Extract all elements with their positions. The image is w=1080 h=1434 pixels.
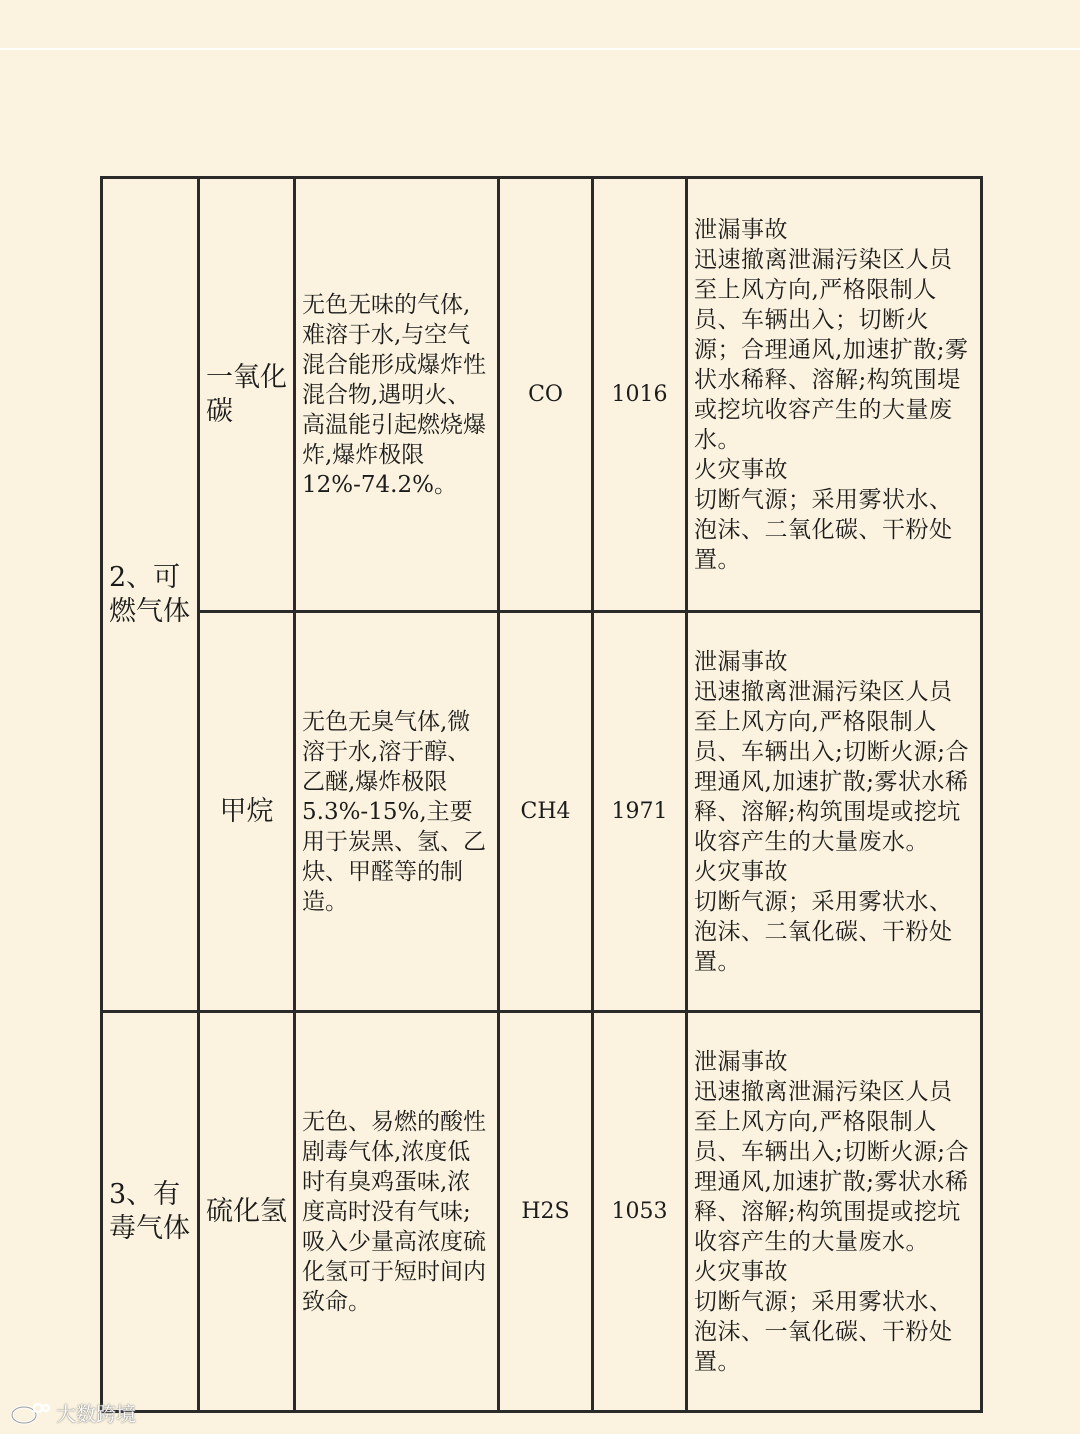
formula-cell: CH4 bbox=[499, 612, 593, 1012]
table-row bbox=[102, 612, 982, 1012]
gas-name-cell: 一氧化碳 bbox=[199, 178, 295, 612]
un-number-cell: 1971 bbox=[593, 612, 687, 1012]
formula-cell: CO bbox=[499, 178, 593, 612]
weibo-logo-icon bbox=[8, 1400, 52, 1426]
leak-title: 泄漏事故 bbox=[694, 1048, 788, 1075]
emergency-measures-cell bbox=[687, 1012, 982, 1412]
fire-text: 切断气源；采用雾状水、泡沫、二氧化碳、干粉处置。 bbox=[694, 486, 953, 573]
fire-title: 火灾事故 bbox=[694, 456, 788, 483]
fire-text: 切断气源；采用雾状水、泡沫、二氧化碳、干粉处置。 bbox=[694, 888, 953, 975]
formula-cell: H2S bbox=[499, 1012, 593, 1412]
fire-title: 火灾事故 bbox=[694, 858, 788, 885]
table-row bbox=[102, 178, 982, 612]
category-cell: 3、有毒气体 bbox=[102, 1012, 199, 1412]
category-cell: 2、可燃气体 bbox=[102, 178, 199, 1012]
top-divider bbox=[0, 48, 1080, 50]
gas-name-cell: 硫化氢 bbox=[199, 1012, 295, 1412]
leak-title: 泄漏事故 bbox=[694, 648, 788, 675]
table-row bbox=[102, 1012, 982, 1412]
un-number-cell: 1016 bbox=[593, 178, 687, 612]
leak-text: 迅速撤离泄漏污染区人员至上风方向,严格限制人员、车辆出入;切断火源;合理通风,加速扩散;雾状水稀释、溶解;构筑围提或挖坑收容产生的大量废水。 bbox=[694, 1078, 969, 1255]
un-number-cell: 1053 bbox=[593, 1012, 687, 1412]
watermark-text: 大数跨境 bbox=[56, 1402, 136, 1426]
emergency-measures-cell bbox=[687, 612, 982, 1012]
gas-name-cell: 甲烷 bbox=[199, 612, 295, 1012]
properties-cell: 无色无臭气体,微溶于水,溶于醇、乙醚,爆炸极限5.3%-15%,主要用于炭黑、氢、乙炔、甲醛等的制造。 bbox=[295, 612, 499, 1012]
gas-hazard-table bbox=[100, 176, 983, 1413]
emergency-measures-cell bbox=[687, 178, 982, 612]
leak-text: 迅速撤离泄漏污染区人员至上风方向,严格限制人员、车辆出入;切断火源;合理通风,加速扩散;雾状水稀释、溶解;构筑围堤或挖坑收容产生的大量废水。 bbox=[694, 678, 969, 855]
fire-title: 火灾事故 bbox=[694, 1258, 788, 1285]
fire-text: 切断气源；采用雾状水、泡沫、一氧化碳、干粉处置。 bbox=[694, 1288, 953, 1375]
leak-text: 迅速撤离泄漏污染区人员至上风方向,严格限制人员、车辆出入；切断火源；合理通风,加速扩散;雾状水稀释、溶解;构筑围堤或挖坑收容产生的大量废水。 bbox=[694, 246, 969, 453]
properties-cell: 无色、易燃的酸性剧毒气体,浓度低时有臭鸡蛋味,浓度高时没有气味;吸入少量高浓度硫化氢可于短时间内致命。 bbox=[295, 1012, 499, 1412]
properties-cell: 无色无味的气体,难溶于水,与空气混合能形成爆炸性混合物,遇明火、高温能引起燃烧爆炸,爆炸极限12%-74.2%。 bbox=[295, 178, 499, 612]
leak-title: 泄漏事故 bbox=[694, 216, 788, 243]
watermark bbox=[8, 1398, 136, 1427]
